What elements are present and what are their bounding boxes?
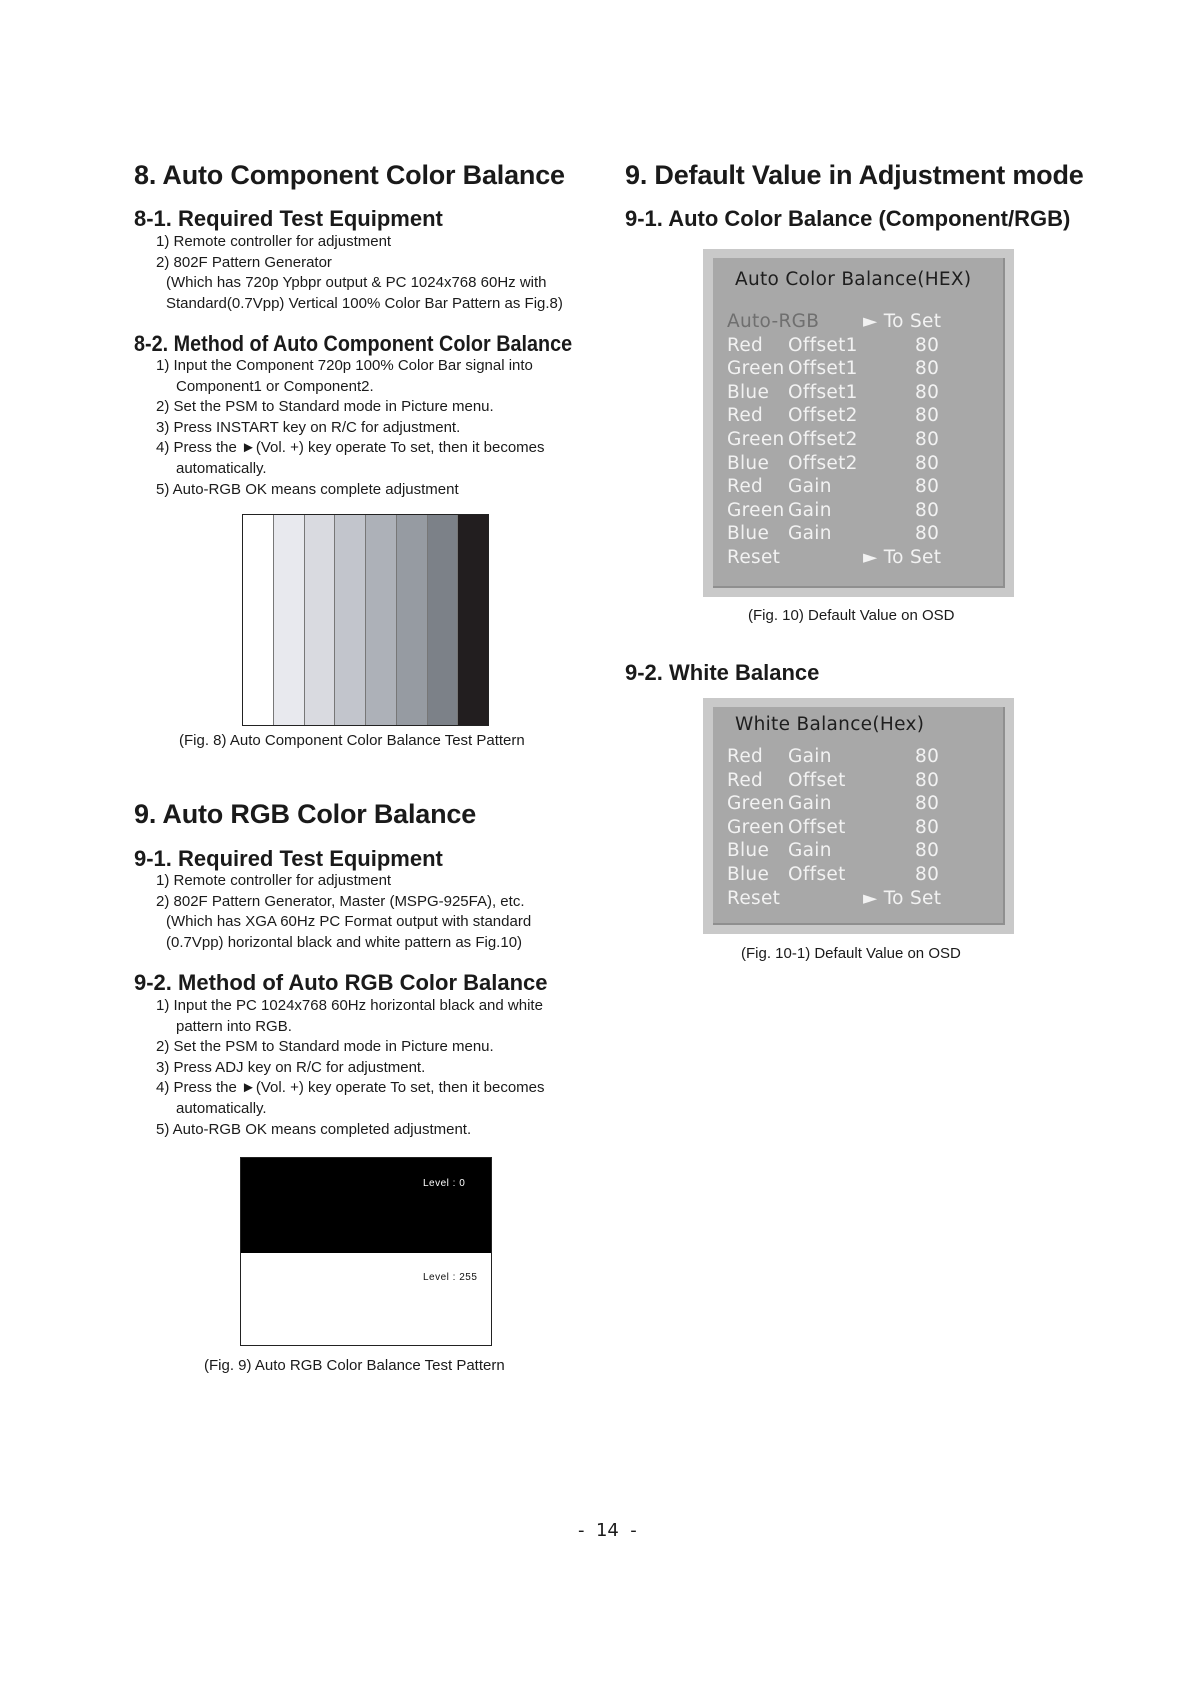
osd-row-label: Blue (727, 523, 770, 545)
osd-row-value: 80 (915, 864, 940, 885)
list-item: automatically. (176, 459, 267, 477)
list-item: 2) Set the PSM to Standard mode in Picture menu. (156, 398, 494, 416)
section-9-2-white-balance-title: 9-2. White Balance (625, 660, 820, 685)
osd-row-param: Offset1 (788, 334, 858, 356)
section-9-default-title: 9. Default Value in Adjustment mode (625, 160, 1084, 190)
list-item: 3) Press ADJ key on R/C for adjustment. (156, 1058, 426, 1076)
osd-row-value: 80 (915, 840, 940, 862)
color-bar-test-pattern (242, 514, 489, 726)
osd-row-value: 80 (915, 358, 940, 380)
level-0-label: Level : 0 (423, 1178, 466, 1189)
list-item: 1) Remote controller for adjustment (156, 233, 392, 250)
osd-row-param: Gain (788, 499, 832, 521)
osd-row-label: Reset (727, 887, 781, 909)
osd-row-value: 80 (915, 429, 940, 450)
section-9-title: 9. Auto RGB Color Balance (134, 799, 477, 829)
osd-panel-auto-color-balance (703, 249, 1014, 597)
osd-row-value: 80 (915, 405, 940, 427)
osd-row-value: 80 (915, 452, 940, 474)
osd-row-param: Offset1 (788, 381, 858, 403)
section-8-1-title: 8-1. Required Test Equipment (134, 206, 443, 231)
fig-10-caption: (Fig. 10) Default Value on OSD (748, 607, 955, 624)
osd-to-set-value: ► To Set (863, 887, 942, 909)
list-item: Standard(0.7Vpp) Vertical 100% Color Bar Pattern as Fig.8) (166, 294, 563, 312)
osd-row-value: 80 (915, 334, 940, 356)
list-item: 1) Remote controller for adjustment (156, 872, 392, 889)
list-item: pattern into RGB. (176, 1017, 292, 1035)
list-item: (Which has 720p Ypbpr output & PC 1024x768 60Hz with (166, 274, 547, 292)
osd-title: White Balance(Hex) (735, 714, 925, 735)
osd-row-label: Auto-RGB (727, 311, 820, 332)
osd-row-value: 80 (915, 476, 940, 498)
section-9-1-title: 9-1. Required Test Equipment (134, 846, 443, 871)
list-item: 2) Set the PSM to Standard mode in Picture menu. (156, 1038, 494, 1056)
osd-row-label: Blue (727, 452, 770, 474)
list-item: (0.7Vpp) horizontal black and white pattern as Fig.10) (166, 933, 523, 951)
osd-row-param: Gain (788, 523, 832, 545)
osd-row-param: Offset (788, 769, 846, 791)
page-number: - 14 - (578, 1520, 637, 1541)
section-9-1-osd-title: 9-1. Auto Color Balance (Component/RGB) (625, 206, 1071, 231)
section-8-2-list (134, 356, 545, 500)
list-item: automatically. (176, 1099, 267, 1117)
black-white-test-pattern (240, 1157, 492, 1346)
osd-row-label: Green (727, 816, 785, 838)
osd-row-label: Blue (727, 381, 770, 403)
section-9-2-list (134, 996, 545, 1140)
list-item: 4) Press the ►(Vol. +) key operate To set, then it becomes (156, 1079, 545, 1097)
osd-row-label: Green (727, 429, 785, 450)
osd-row-param: Offset2 (788, 452, 858, 474)
section-9-1-list (134, 871, 531, 953)
fig-8-caption: (Fig. 8) Auto Component Color Balance Test Pattern (179, 732, 525, 749)
osd-row-label: Green (727, 793, 785, 815)
fig-10-1-caption: (Fig. 10-1) Default Value on OSD (741, 945, 961, 962)
color-bar (366, 515, 397, 725)
list-item: (Which has XGA 60Hz PC Format output with standard (166, 913, 532, 931)
list-item: 3) Press INSTART key on R/C for adjustment. (156, 418, 461, 436)
osd-row-value: 80 (915, 793, 940, 815)
osd-row-label: Red (727, 769, 764, 791)
section-8-title: 8. Auto Component Color Balance (134, 160, 565, 190)
osd-panel-white-balance (703, 698, 1014, 934)
list-item: 2) 802F Pattern Generator, Master (MSPG-925FA), etc. (156, 892, 525, 910)
color-bar (274, 515, 305, 725)
osd-title: Auto Color Balance(HEX) (735, 269, 972, 290)
color-bar (458, 515, 488, 725)
osd-row-param: Gain (788, 793, 832, 815)
color-bar (335, 515, 366, 725)
osd-row-value: 80 (915, 816, 940, 838)
section-8-2-title: 8-2. Method of Auto Component Color Balance (134, 331, 573, 356)
osd-row-label: Red (727, 334, 764, 356)
osd-row-param: Offset1 (788, 358, 858, 380)
osd-row-label: Blue (727, 840, 770, 862)
osd-to-set-value: ► To Set (863, 547, 942, 568)
osd-row-label: Red (727, 405, 764, 427)
osd-row-label: Green (727, 499, 785, 521)
section-8-1-list (134, 232, 563, 314)
osd-row-value: 80 (915, 381, 940, 403)
osd-row-param: Offset (788, 864, 846, 885)
list-item: 2) 802F Pattern Generator (156, 253, 332, 271)
color-bar (305, 515, 336, 725)
color-bar (428, 515, 459, 725)
list-item: 1) Input the Component 720p 100% Color Bar signal into (156, 357, 533, 374)
osd-row-param: Gain (788, 840, 832, 862)
osd-row-label: Red (727, 746, 764, 767)
section-9-2-title: 9-2. Method of Auto RGB Color Balance (134, 970, 548, 995)
osd-to-set-value: ► To Set (863, 311, 942, 332)
osd-row-value: 80 (915, 746, 940, 767)
osd-row-value: 80 (915, 499, 940, 521)
list-item: 1) Input the PC 1024x768 60Hz horizontal black and white (156, 997, 543, 1014)
color-bar (397, 515, 428, 725)
osd-row-param: Offset2 (788, 429, 858, 450)
osd-row-param: Gain (788, 746, 832, 767)
list-item: Component1 or Component2. (176, 377, 374, 395)
osd-row-label: Red (727, 476, 764, 498)
osd-row-param: Offset (788, 816, 846, 838)
level-255-label: Level : 255 (423, 1272, 478, 1283)
osd-row-label: Green (727, 358, 785, 380)
list-item: 4) Press the ►(Vol. +) key operate To set, then it becomes (156, 439, 545, 457)
osd-row-label: Blue (727, 864, 770, 885)
osd-row-param: Offset2 (788, 405, 858, 427)
list-item: 5) Auto-RGB OK means completed adjustment. (156, 1120, 472, 1138)
osd-row-value: 80 (915, 523, 940, 545)
osd-row-label: Reset (727, 547, 781, 568)
list-item: 5) Auto-RGB OK means complete adjustment (156, 480, 459, 498)
color-bar (243, 515, 274, 725)
black-band (241, 1158, 491, 1253)
fig-9-caption: (Fig. 9) Auto RGB Color Balance Test Pattern (204, 1357, 505, 1374)
osd-row-value: 80 (915, 769, 940, 791)
osd-row-param: Gain (788, 476, 832, 498)
